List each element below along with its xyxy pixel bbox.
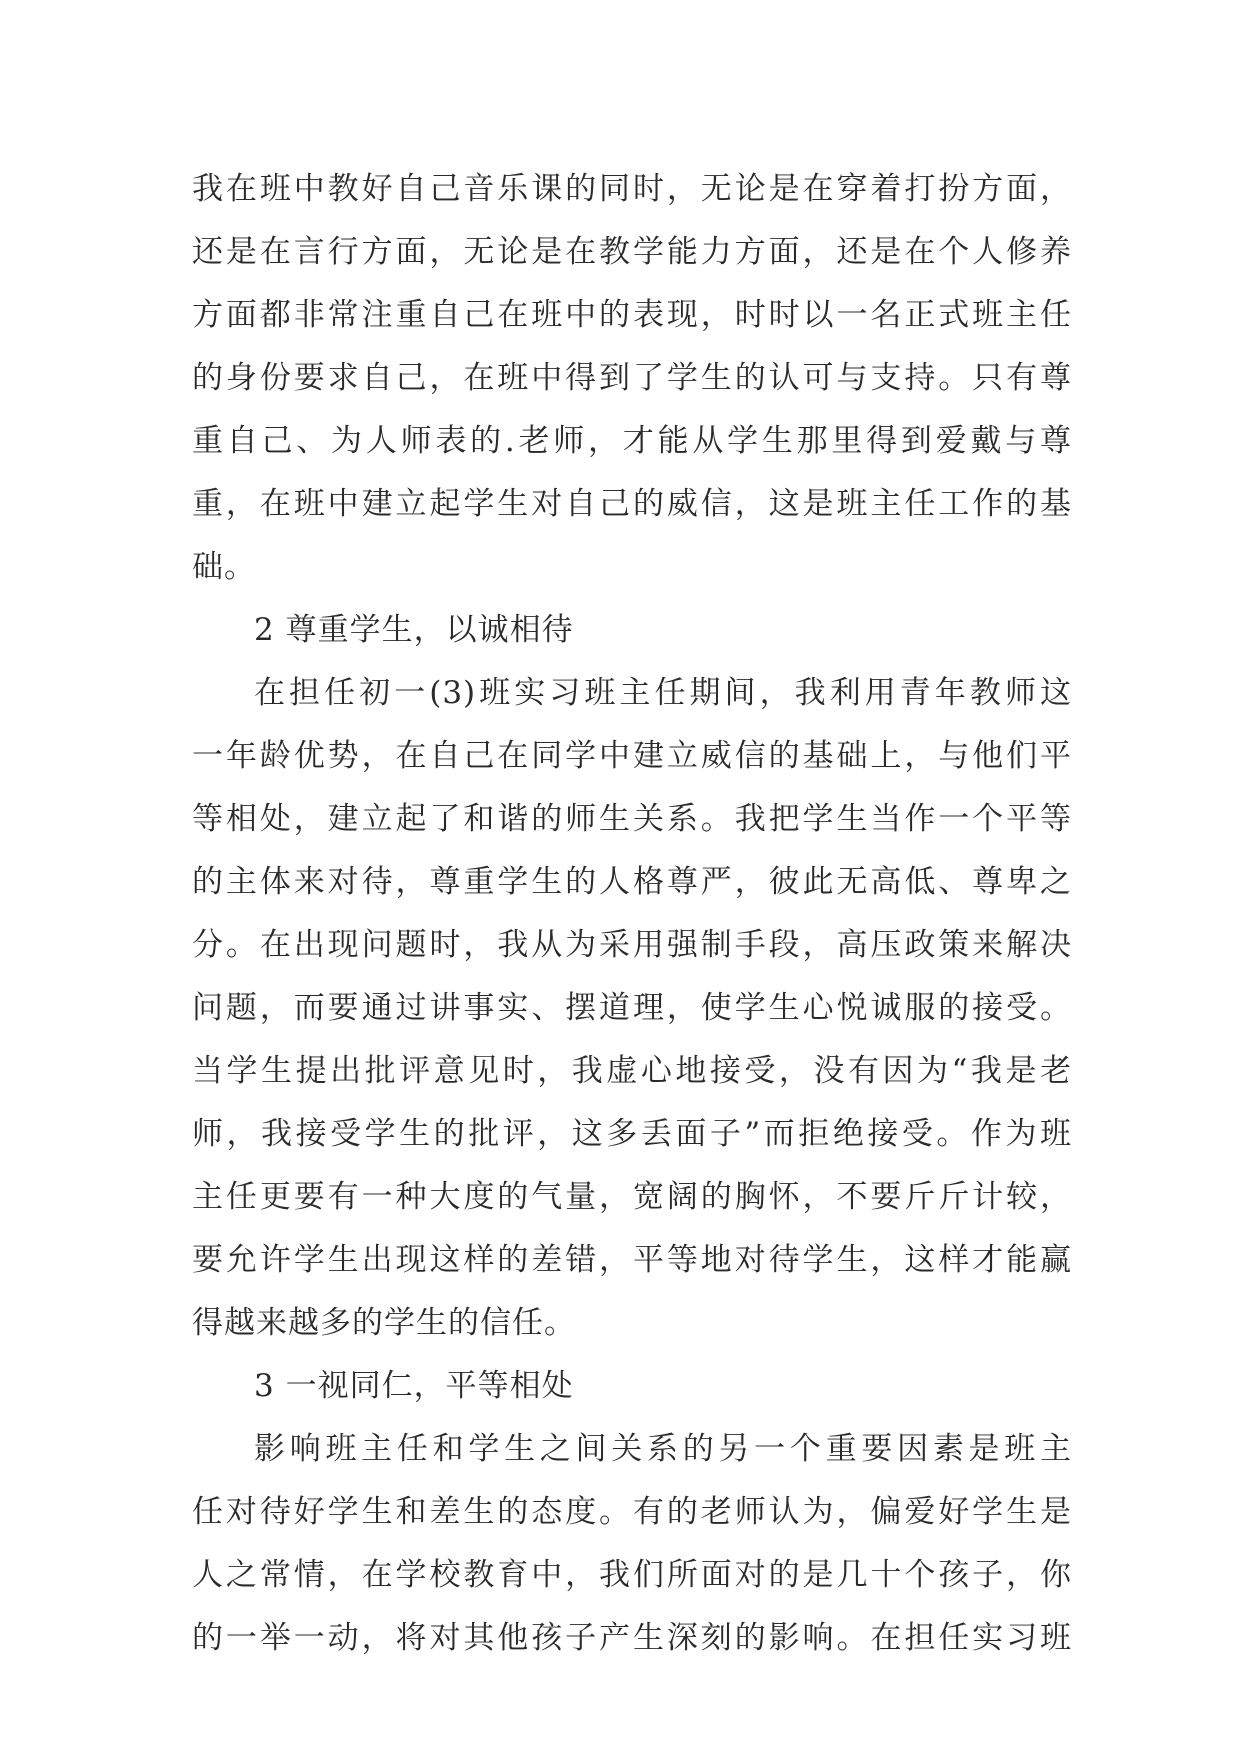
body-text [192, 158, 1072, 1670]
text-line: 我在班中教好自己音乐课的同时，无论是在穿着打扮方面， [192, 171, 1072, 207]
text-line: 方面都非常注重自己在班中的表现，时时以一名正式班主任 [192, 297, 1072, 333]
text-line: 当学生提出批评意见时，我虚心地接受，没有因为“我是老 [192, 1053, 1072, 1089]
text-line: 师，我接受学生的批评，这多丢面子”而拒绝接受。作为班 [192, 1116, 1072, 1152]
text-line: 问题，而要通过讲事实、摆道理，使学生心悦诚服的接受。 [192, 990, 1072, 1026]
text-line: 分。在出现问题时，我从为采用强制手段，高压政策来解决 [192, 927, 1072, 963]
section-heading: 3 一视同仁，平等相处 [254, 1368, 574, 1404]
text-line: 要允许学生出现这样的差错，平等地对待学生，这样才能赢 [192, 1242, 1072, 1278]
text-line: 得越来越多的学生的信任。 [192, 1305, 576, 1341]
text-line: 重自己、为人师表的.老师，才能从学生那里得到爱戴与尊 [192, 423, 1072, 459]
text-line: 等相处，建立起了和谐的师生关系。我把学生当作一个平等 [192, 801, 1072, 837]
text-line: 础。 [192, 549, 256, 585]
text-line: 人之常情，在学校教育中，我们所面对的是几十个孩子，你 [192, 1557, 1072, 1593]
section-heading: 2 尊重学生，以诚相待 [254, 612, 574, 648]
text-line: 影响班主任和学生之间关系的另一个重要因素是班主 [254, 1431, 1072, 1467]
text-line: 在担任初一(3)班实习班主任期间，我利用青年教师这 [254, 675, 1072, 711]
text-line: 一年龄优势，在自己在同学中建立威信的基础上，与他们平 [192, 738, 1072, 774]
text-line: 重，在班中建立起学生对自己的威信，这是班主任工作的基 [192, 486, 1072, 522]
text-line: 任对待好学生和差生的态度。有的老师认为，偏爱好学生是 [192, 1494, 1072, 1530]
text-line: 的主体来对待，尊重学生的人格尊严，彼此无高低、尊卑之 [192, 864, 1072, 900]
text-line: 主任更要有一种大度的气量，宽阔的胸怀，不要斤斤计较， [192, 1179, 1072, 1215]
text-line: 的身份要求自己，在班中得到了学生的认可与支持。只有尊 [192, 360, 1072, 396]
text-line: 的一举一动，将对其他孩子产生深刻的影响。在担任实习班 [192, 1620, 1072, 1656]
text-line: 还是在言行方面，无论是在教学能力方面，还是在个人修养 [192, 234, 1072, 270]
